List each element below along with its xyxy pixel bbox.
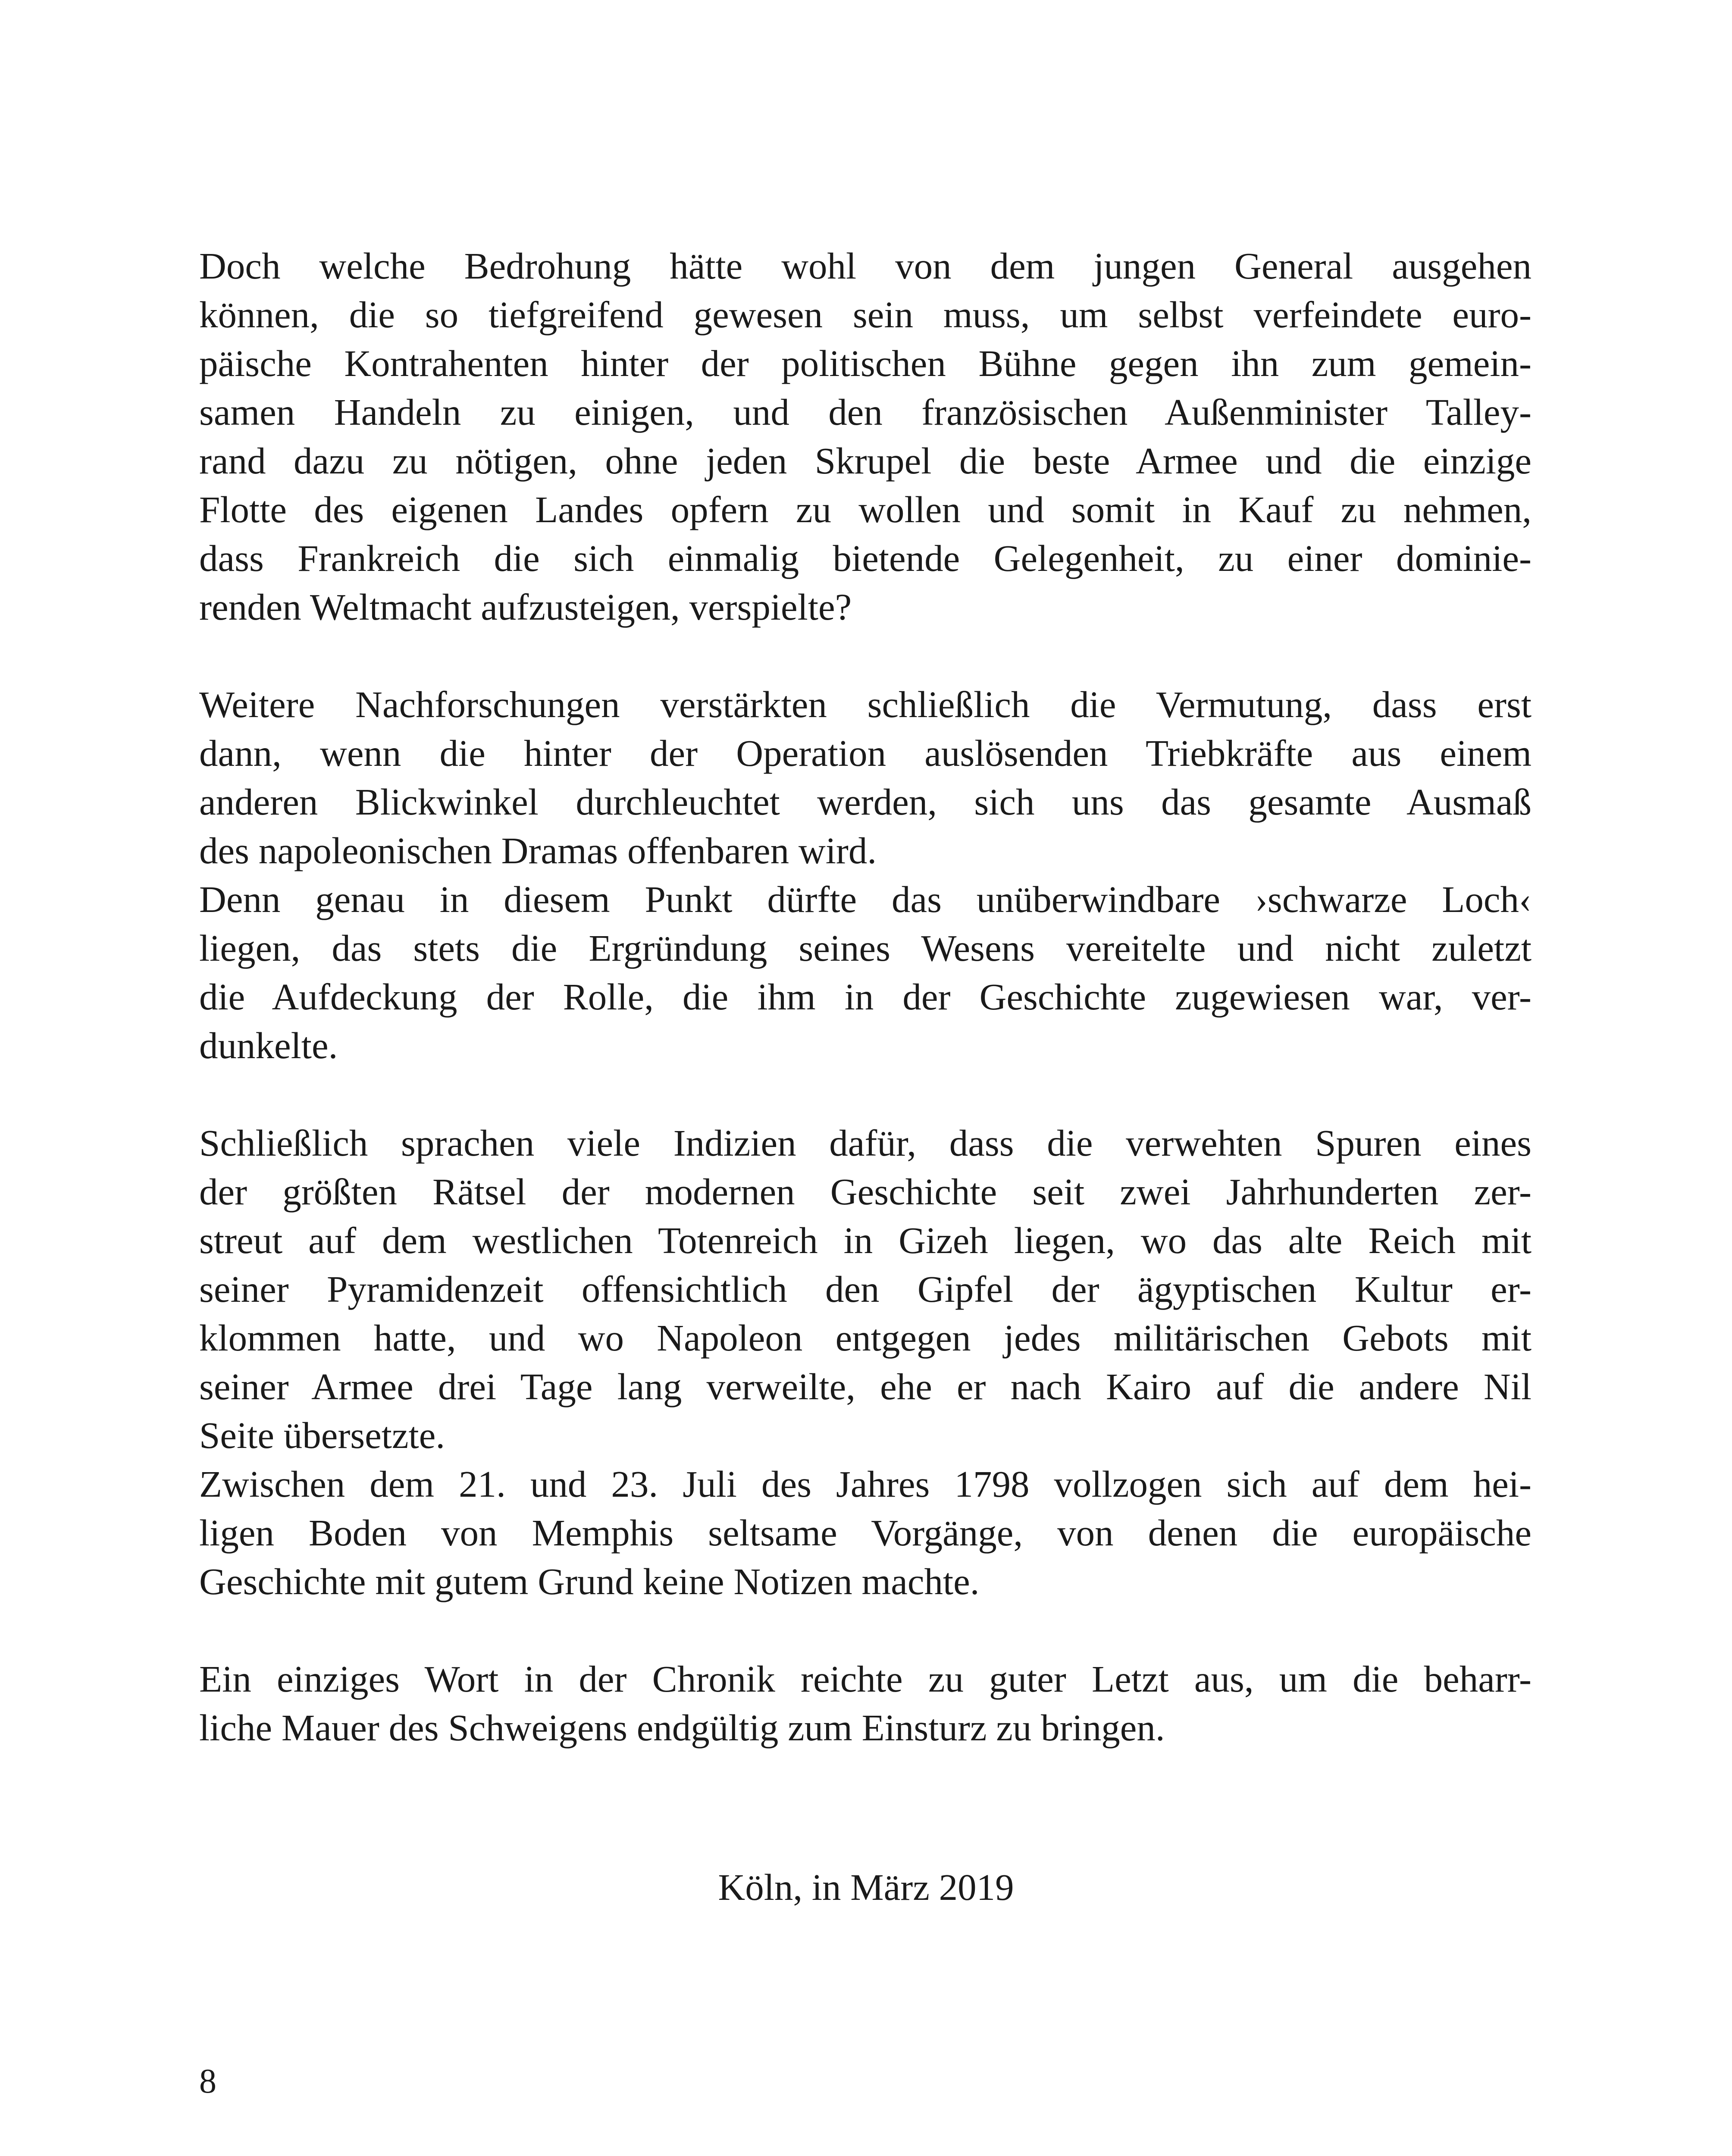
text-line: Schließlich sprachen viele Indizien dafür, dass die verwehten Spuren eines <box>199 1122 1532 1164</box>
place-date-signature: Köln, in März 2019 <box>718 1866 1014 1908</box>
text-line: Ein einziges Wort in der Chronik reichte zu guter Letzt aus, um die beharr- <box>199 1658 1532 1700</box>
text-line: renden Weltmacht aufzusteigen, verspielte? <box>199 586 852 628</box>
paragraph-1 <box>199 241 1532 631</box>
text-line: ligen Boden von Memphis seltsame Vorgänge, von denen die europäische <box>199 1512 1532 1554</box>
text-line: dann, wenn die hinter der Operation auslösenden Triebkräfte aus einem <box>199 732 1532 774</box>
body-text <box>199 241 1532 1752</box>
text-line: liche Mauer des Schweigens endgültig zum Einsturz zu bringen. <box>199 1707 1165 1749</box>
text-line: Zwischen dem 21. und 23. Juli des Jahres 1798 vollzogen sich auf dem hei- <box>199 1463 1532 1505</box>
text-line: rand dazu zu nötigen, ohne jeden Skrupel die beste Armee und die einzige <box>199 440 1532 482</box>
text-line: die Aufdeckung der Rolle, die ihm in der Geschichte zugewiesen war, ver- <box>199 976 1532 1018</box>
text-line: Doch welche Bedrohung hätte wohl von dem jungen General ausgehen <box>199 245 1532 287</box>
paragraph-2 <box>199 680 1532 1070</box>
paragraph-4 <box>199 1655 1532 1752</box>
paragraph-3 <box>199 1119 1532 1606</box>
text-line: dass Frankreich die sich einmalig bietende Gelegenheit, zu einer dominie- <box>199 537 1532 579</box>
text-line: können, die so tiefgreifend gewesen sein muss, um selbst verfeindete euro- <box>199 294 1532 335</box>
text-line: samen Handeln zu einigen, und den französischen Außenminister Talley- <box>199 391 1532 433</box>
text-line: klommen hatte, und wo Napoleon entgegen jedes militärischen Gebots mit <box>199 1317 1532 1359</box>
text-line: des napoleonischen Dramas offenbaren wird. <box>199 830 877 871</box>
text-line: Flotte des eigenen Landes opfern zu wollen und somit in Kauf zu nehmen, <box>199 489 1532 530</box>
text-line: liegen, das stets die Ergründung seines Wesens vereitelte und nicht zuletzt <box>199 927 1532 969</box>
text-line: Geschichte mit gutem Grund keine Notizen machte. <box>199 1561 980 1602</box>
text-line: päische Kontrahenten hinter der politischen Bühne gegen ihn zum gemein- <box>199 342 1532 384</box>
paragraph-spacer <box>199 1070 1532 1119</box>
text-line: seiner Pyramidenzeit offensichtlich den Gipfel der ägyptischen Kultur er- <box>199 1268 1532 1310</box>
text-line: streut auf dem westlichen Totenreich in Gizeh liegen, wo das alte Reich mit <box>199 1219 1532 1261</box>
text-line: anderen Blickwinkel durchleuchtet werden, sich uns das gesamte Ausmaß <box>199 781 1532 823</box>
paragraph-spacer <box>199 1606 1532 1655</box>
text-line: dunkelte. <box>199 1025 338 1066</box>
page-number: 8 <box>199 2062 216 2100</box>
text-line: Seite übersetzte. <box>199 1414 445 1456</box>
text-line: der größten Rätsel der modernen Geschichte seit zwei Jahrhunderten zer- <box>199 1171 1532 1213</box>
text-line: Weitere Nachforschungen verstärkten schließlich die Vermutung, dass erst <box>199 683 1532 725</box>
paragraph-spacer <box>199 631 1532 680</box>
text-line: Denn genau in diesem Punkt dürfte das unüberwindbare ›schwarze Loch‹ <box>199 878 1532 920</box>
text-line: seiner Armee drei Tage lang verweilte, ehe er nach Kairo auf die andere Nil <box>199 1366 1532 1407</box>
